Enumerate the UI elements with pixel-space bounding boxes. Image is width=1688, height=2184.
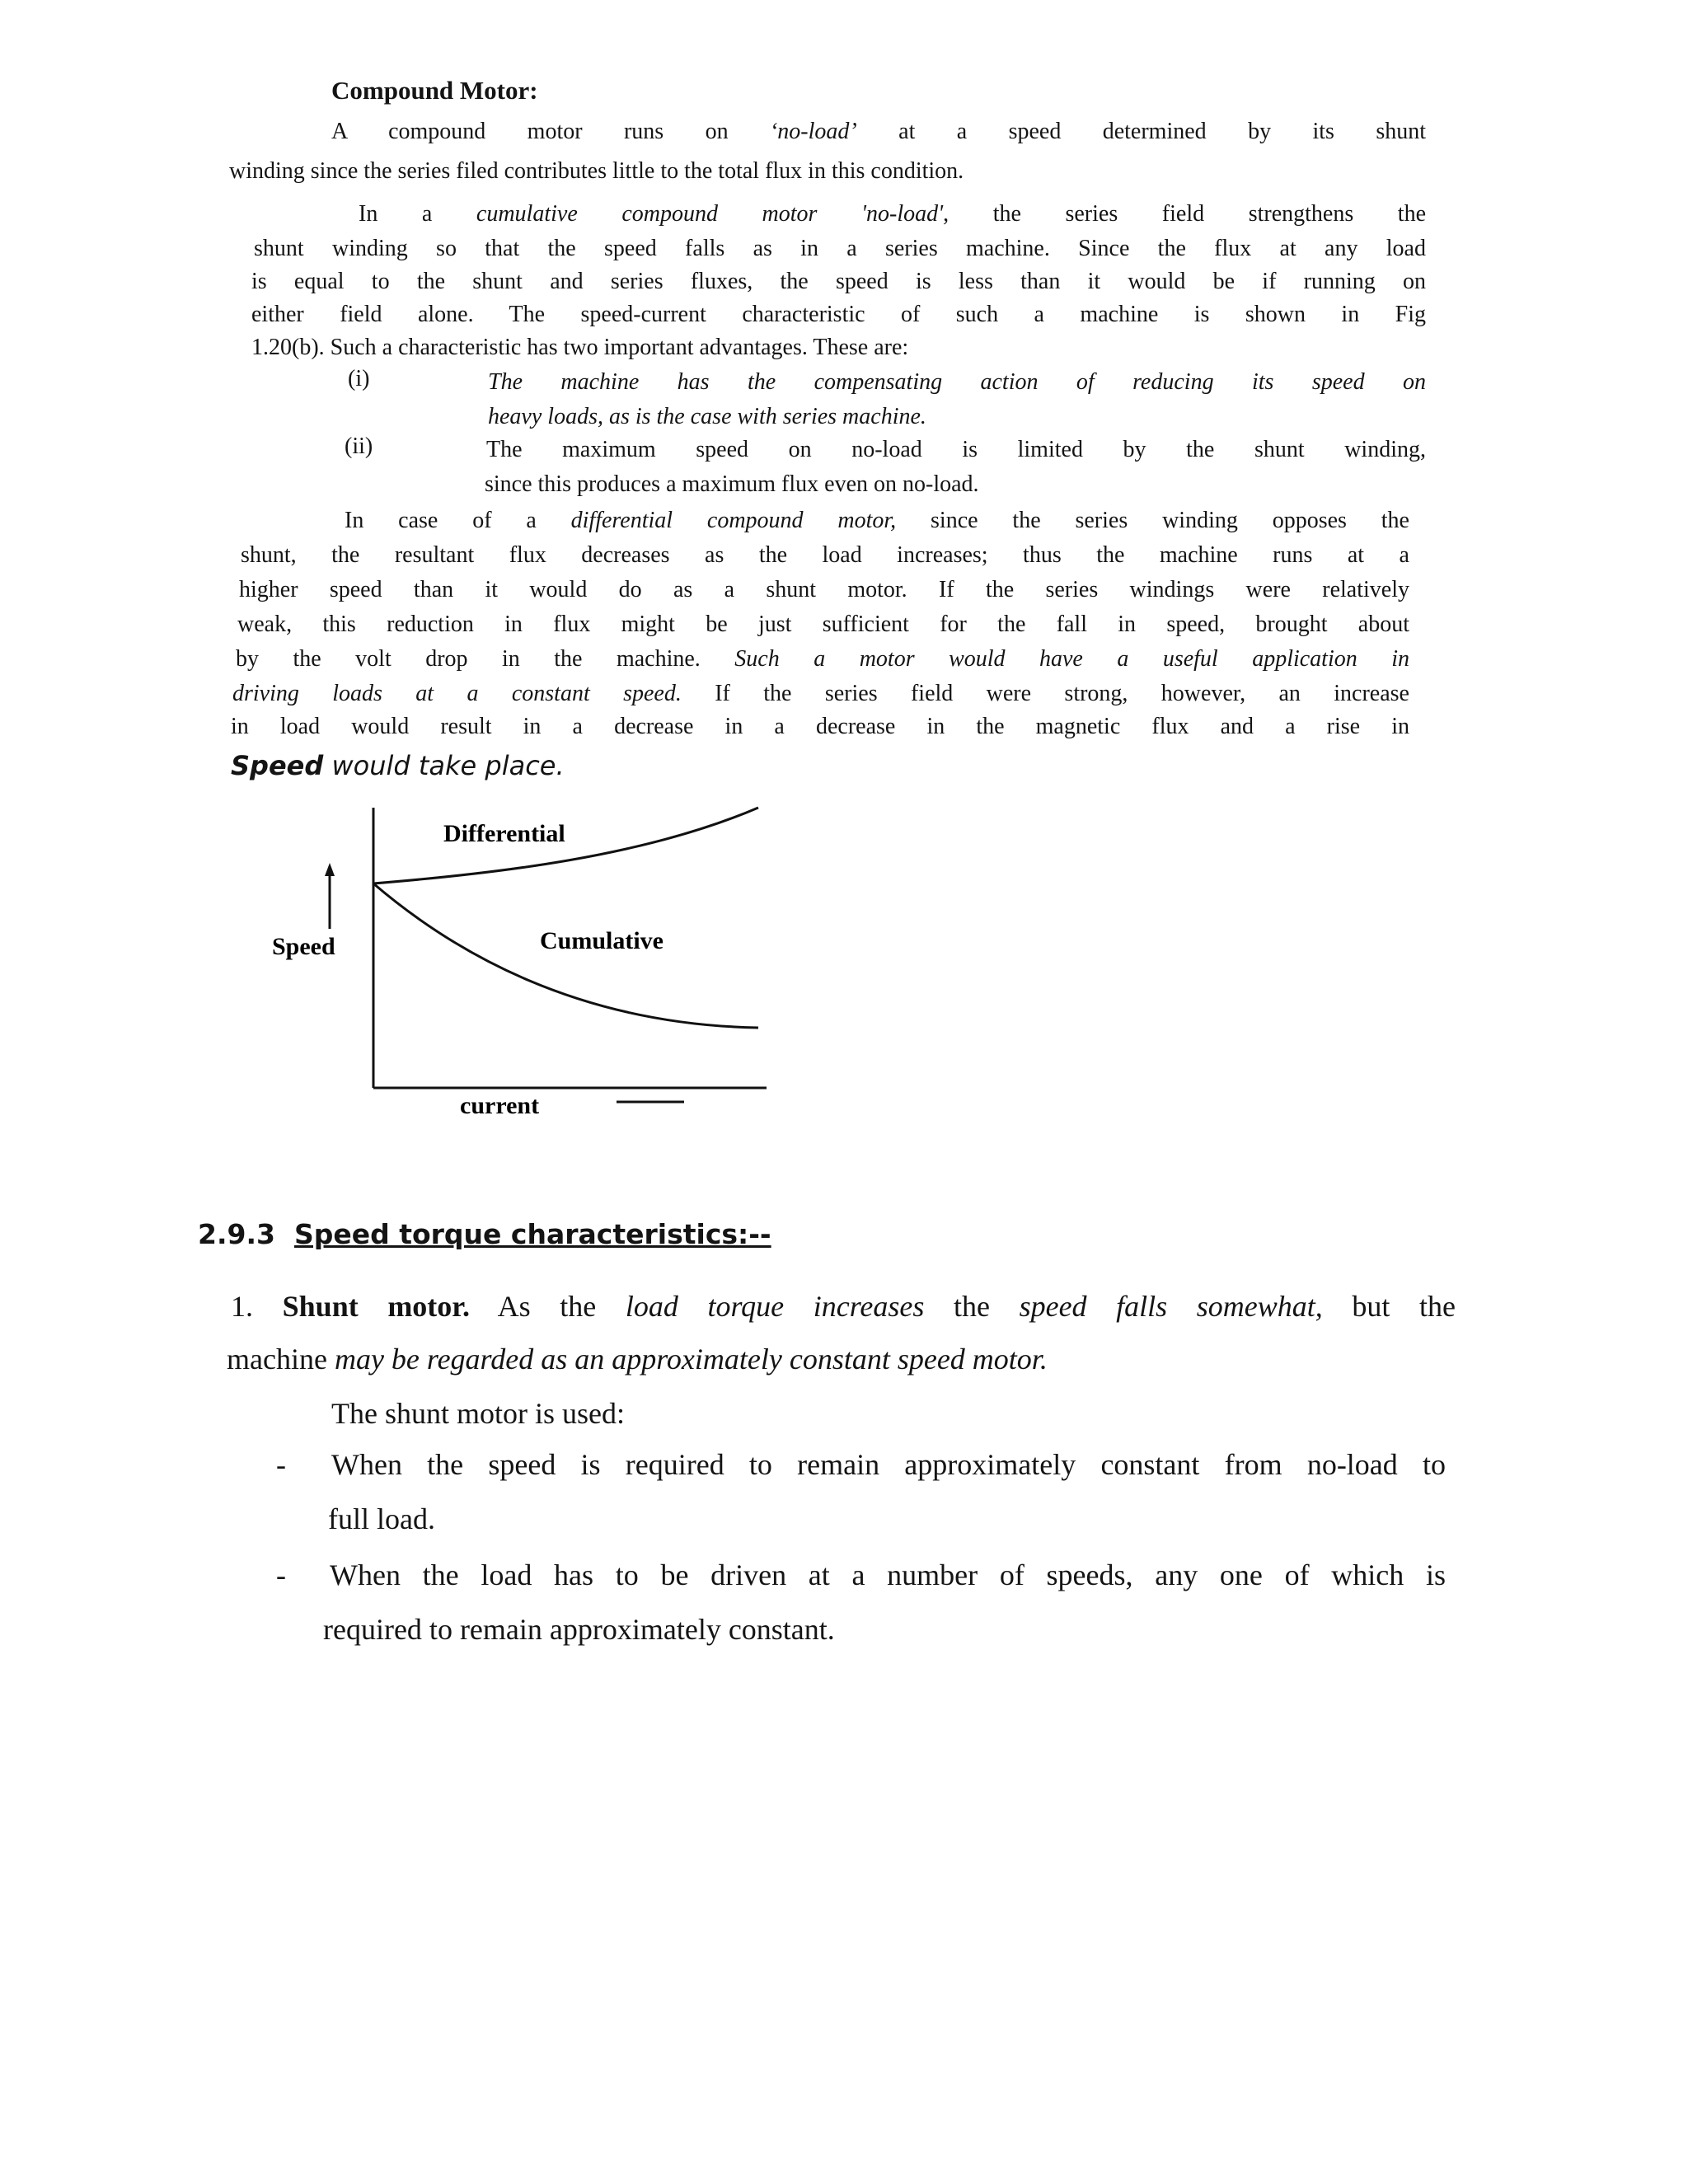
bullet-text: When the speed is required to remain approximately constant from no-load to bbox=[331, 1448, 1446, 1481]
bullet-dash: - bbox=[276, 1558, 286, 1591]
cumulative-curve bbox=[373, 883, 758, 1028]
paragraph-line: winding since the series filed contributes little to the total flux in this condition. bbox=[229, 158, 964, 184]
bullet-dash: - bbox=[276, 1448, 286, 1481]
section-heading bbox=[198, 1216, 771, 1253]
list-number: (i) bbox=[348, 366, 370, 391]
paragraph-line: either field alone. The speed-current characteristic of such a machine is shown in Fig bbox=[251, 302, 1426, 327]
differential-curve bbox=[373, 808, 758, 883]
paragraph-line: weak, this reduction in flux might be just sufficient for the fall in speed, brought about bbox=[237, 612, 1409, 637]
paragraph-line: A compound motor runs on ‘no-load’ at a speed determined by its shunt bbox=[331, 119, 1426, 144]
bullet-text: required to remain approximately constant. bbox=[323, 1613, 835, 1646]
paragraph-line: in load would result in a decrease in a decrease in the magnetic flux and a rise in bbox=[231, 714, 1409, 739]
section-title: Speed torque characteristics:-- bbox=[293, 1218, 771, 1250]
compound-motor-heading: Compound Motor: bbox=[331, 76, 538, 105]
paragraph-line: higher speed than it would do as a shunt motor. If the series windings were relatively bbox=[239, 577, 1409, 602]
item-line: machine may be regarded as an approximately constant speed motor. bbox=[227, 1343, 1048, 1376]
cumulative-label: Cumulative bbox=[540, 927, 663, 954]
item-line: 1. Shunt motor. As the load torque increases the speed falls somewhat, but the bbox=[231, 1290, 1456, 1323]
paragraph-line: In a cumulative compound motor 'no-load', the series field strengthens the bbox=[359, 201, 1427, 227]
list-item-text: The machine has the compensating action of reducing its speed on bbox=[488, 369, 1426, 395]
paragraph-line: is equal to the shunt and series fluxes, the speed is less than it would be if running on bbox=[251, 269, 1426, 294]
paragraph-line: Speed would take place. bbox=[231, 750, 565, 781]
bullet-text: full load. bbox=[328, 1502, 435, 1535]
list-item-text: since this produces a maximum flux even on no-load. bbox=[485, 471, 979, 497]
differential-label: Differential bbox=[443, 820, 565, 847]
speed-current-characteristic-figure bbox=[247, 795, 791, 1125]
list-item-text: The maximum speed on no-load is limited by the shunt winding, bbox=[486, 437, 1426, 462]
section-number: 2.9.3 bbox=[198, 1218, 275, 1250]
paragraph-line: by the volt drop in the machine. Such a motor would have a useful application in bbox=[236, 646, 1409, 672]
paragraph-line: shunt, the resultant flux decreases as the load increases; thus the machine runs at a bbox=[241, 542, 1409, 568]
arrow-head-icon bbox=[325, 863, 335, 876]
bullet-text: When the load has to be driven at a number of speeds, any one of which is bbox=[330, 1558, 1446, 1591]
paragraph-line: In case of a differential compound motor, since the series winding opposes the bbox=[345, 508, 1409, 533]
paragraph-line: driving loads at a constant speed. If the series field were strong, however, an increase bbox=[232, 681, 1409, 706]
y-axis-label: Speed bbox=[272, 933, 335, 960]
paragraph-line: shunt winding so that the speed falls as in a series machine. Since the flux at any load bbox=[254, 236, 1426, 261]
x-axis-label: current bbox=[460, 1092, 540, 1119]
list-item-text: heavy loads, as is the case with series machine. bbox=[488, 404, 926, 429]
used-intro: The shunt motor is used: bbox=[331, 1397, 625, 1430]
list-number: (ii) bbox=[345, 434, 373, 459]
paragraph-line: 1.20(b). Such a characteristic has two important advantages. These are: bbox=[251, 335, 909, 360]
